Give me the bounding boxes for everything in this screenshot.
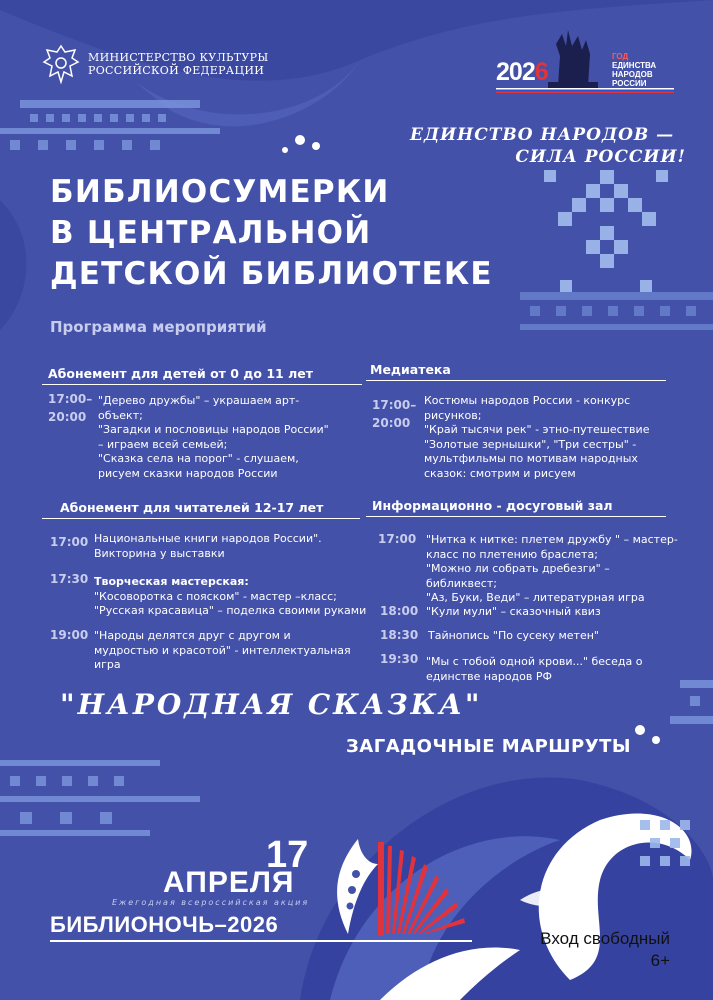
teens-event-3-line-3: игра (94, 658, 121, 671)
kids-line-1: "Дерево дружбы" – украшаем арт- (98, 394, 300, 407)
event-month: АПРЕЛЯ (163, 866, 295, 899)
leisure-event-3-text (428, 629, 599, 644)
media-time-start: 17:00– (372, 398, 417, 412)
leisure-event-4-line-1: "Мы с тобой одной крови..." беседа о (426, 655, 643, 668)
ministry-name (88, 51, 268, 77)
section-heading-kids: Абонемент для детей от 0 до 11 лет (48, 366, 313, 381)
media-line-1: Костюмы народов России - конкурс (424, 394, 631, 407)
year-digits-2: 2 (521, 58, 535, 86)
leisure-event-2-line-1: "Кули мули" – сказочный квиз (426, 605, 601, 618)
leisure-event-3-time: 18:30 (380, 628, 419, 642)
slogan-line-1: ЕДИНСТВО НАРОДОВ — (410, 125, 675, 145)
media-line-6: сказок: смотрим и рисуем (424, 466, 576, 480)
page-title (50, 172, 493, 295)
year-digits-1: 20 (496, 58, 522, 86)
teens-event-3-line-1: "Народы делятся друг с другом и (94, 629, 291, 642)
leisure-event-1-line-2: класс по плетению браслета; (426, 547, 598, 561)
monument-icon (538, 26, 608, 88)
year-of-unity-logo (494, 28, 676, 98)
leisure-event-1-line-5: "Аз, Буки, Веди" – литературная игра (426, 591, 645, 604)
teens-event-3-time: 19:00 (50, 628, 89, 642)
title-line-1: БИБЛИОСУМЕРКИ (50, 174, 390, 210)
slogan (400, 124, 686, 168)
kids-line-6: рисуем сказки народов России (98, 466, 278, 480)
knit-pattern-bottom-left (0, 760, 200, 836)
kids-line-3: "Загадки и пословицы народов России" (98, 423, 329, 436)
leisure-event-1-line-1: "Нитка к нитке: плетем дружбу " – мастер- (426, 533, 678, 546)
section-divider-media (366, 380, 666, 381)
age-rating: 6+ (650, 951, 670, 970)
teens-event-2-time: 17:30 (50, 572, 89, 586)
year-caption-4: РОССИИ (612, 79, 647, 88)
teens-event-1-time: 17:00 (50, 535, 89, 549)
leisure-event-4-text (426, 655, 642, 684)
flag-stripes (496, 88, 674, 93)
teens-event-2-line-2: "Русская красавица" – поделка своими руками (94, 604, 367, 617)
leisure-event-1-time: 17:00 (378, 532, 417, 546)
leisure-event-2-text (426, 605, 601, 620)
teens-event-2-line-1: "Косоворотка с пояском" - мастер –класс; (94, 589, 337, 603)
section-divider-leisure (366, 516, 666, 517)
leisure-event-4-time: 19:30 (380, 652, 419, 666)
year-caption (612, 52, 656, 88)
kids-line-5: "Сказка села на порог" - слушаем, (98, 452, 299, 465)
kids-time-start: 17:00– (48, 392, 93, 406)
title-line-2: В ЦЕНТРАЛЬНОЙ (50, 215, 372, 251)
section-divider-kids (42, 384, 362, 385)
section-heading-media: Медиатека (370, 362, 451, 377)
kids-line-2: объект; (98, 408, 143, 422)
media-line-4: "Золотые зернышки", "Три сестры" - (424, 437, 637, 451)
leisure-event-1-text (426, 533, 678, 606)
kids-events (98, 394, 329, 481)
teens-event-2-heading: Творческая мастерская: (94, 575, 249, 588)
kids-time (48, 390, 92, 426)
leisure-event-1-line-4: библиквест; (426, 576, 497, 590)
ministry-header (42, 44, 268, 84)
section-divider-teens (42, 518, 360, 519)
year-caption-3: НАРОДОВ (612, 70, 653, 79)
leisure-event-4-line-2: единстве народов РФ (426, 669, 552, 683)
teens-event-1-line-1: Национальные книги народов России". (94, 532, 322, 545)
brand-underline (50, 940, 472, 942)
teens-event-1-text (94, 532, 322, 561)
teens-event-2-text (94, 575, 366, 619)
media-time-end: 20:00 (372, 416, 411, 430)
year-caption-1: ГОД (612, 52, 629, 61)
biblionight-logo-text: БИБЛИОНОЧЬ–2026 (50, 912, 279, 937)
media-line-2: рисунков; (424, 408, 482, 422)
title-line-3: ДЕТСКОЙ БИБЛИОТЕКЕ (50, 256, 493, 292)
mystery-routes: ЗАГАДОЧНЫЕ МАРШРУТЫ (346, 736, 632, 757)
teens-event-1-line-2: Викторина у выставки (94, 546, 225, 560)
knit-pattern-right (520, 292, 713, 330)
leisure-event-2-time: 18:00 (380, 604, 419, 618)
media-time (372, 396, 416, 432)
section-heading-leisure: Информационно - досуговый зал (372, 498, 613, 513)
media-line-3: "Край тысячи рек" - этно-путешествие (424, 423, 650, 436)
kids-line-4: – играем всей семьей; (98, 437, 228, 451)
red-fan-book-icon (378, 842, 474, 938)
wave-left (0, 200, 26, 330)
ministry-line-1: МИНИСТЕРСТВО КУЛЬТУРЫ (88, 51, 269, 64)
knit-pattern-right-lower (670, 680, 713, 724)
eagle-emblem-icon (42, 44, 80, 84)
teens-event-3-text (94, 629, 351, 673)
snowflake-ornament-right (544, 170, 668, 292)
media-line-5: мультфильмы по мотивам народных (424, 452, 638, 465)
year-digits-3: 6 (534, 58, 548, 86)
folk-tale-title: "НАРОДНАЯ СКАЗКА" (60, 688, 483, 721)
free-entry (494, 928, 670, 972)
slogan-line-2: СИЛА РОССИИ! (515, 147, 686, 167)
event-day: 17 (266, 834, 309, 876)
ministry-line-2: РОССИЙСКОЙ ФЕДЕРАЦИИ (88, 64, 265, 77)
section-heading-teens: Абонемент для читателей 12-17 лет (60, 500, 324, 515)
knit-pattern-top-left (0, 100, 220, 150)
media-events (424, 394, 649, 481)
leisure-event-3-line-1: Тайнопись "По сусеку метен" (428, 629, 599, 642)
year-caption-2: ЕДИНСТВА (612, 61, 657, 70)
leisure-event-1-line-3: "Можно ли собрать дребезги" – (426, 562, 610, 575)
annual-action-caption: Ежегодная всероссийская акция (112, 898, 310, 907)
kids-time-end: 20:00 (48, 410, 87, 424)
teens-event-3-line-2: мудростью и красотой" - интеллектуальная (94, 643, 351, 657)
year-number (496, 58, 548, 87)
free-entry-text: Вход свободный (540, 929, 670, 948)
program-label: Программа мероприятий (50, 318, 267, 336)
